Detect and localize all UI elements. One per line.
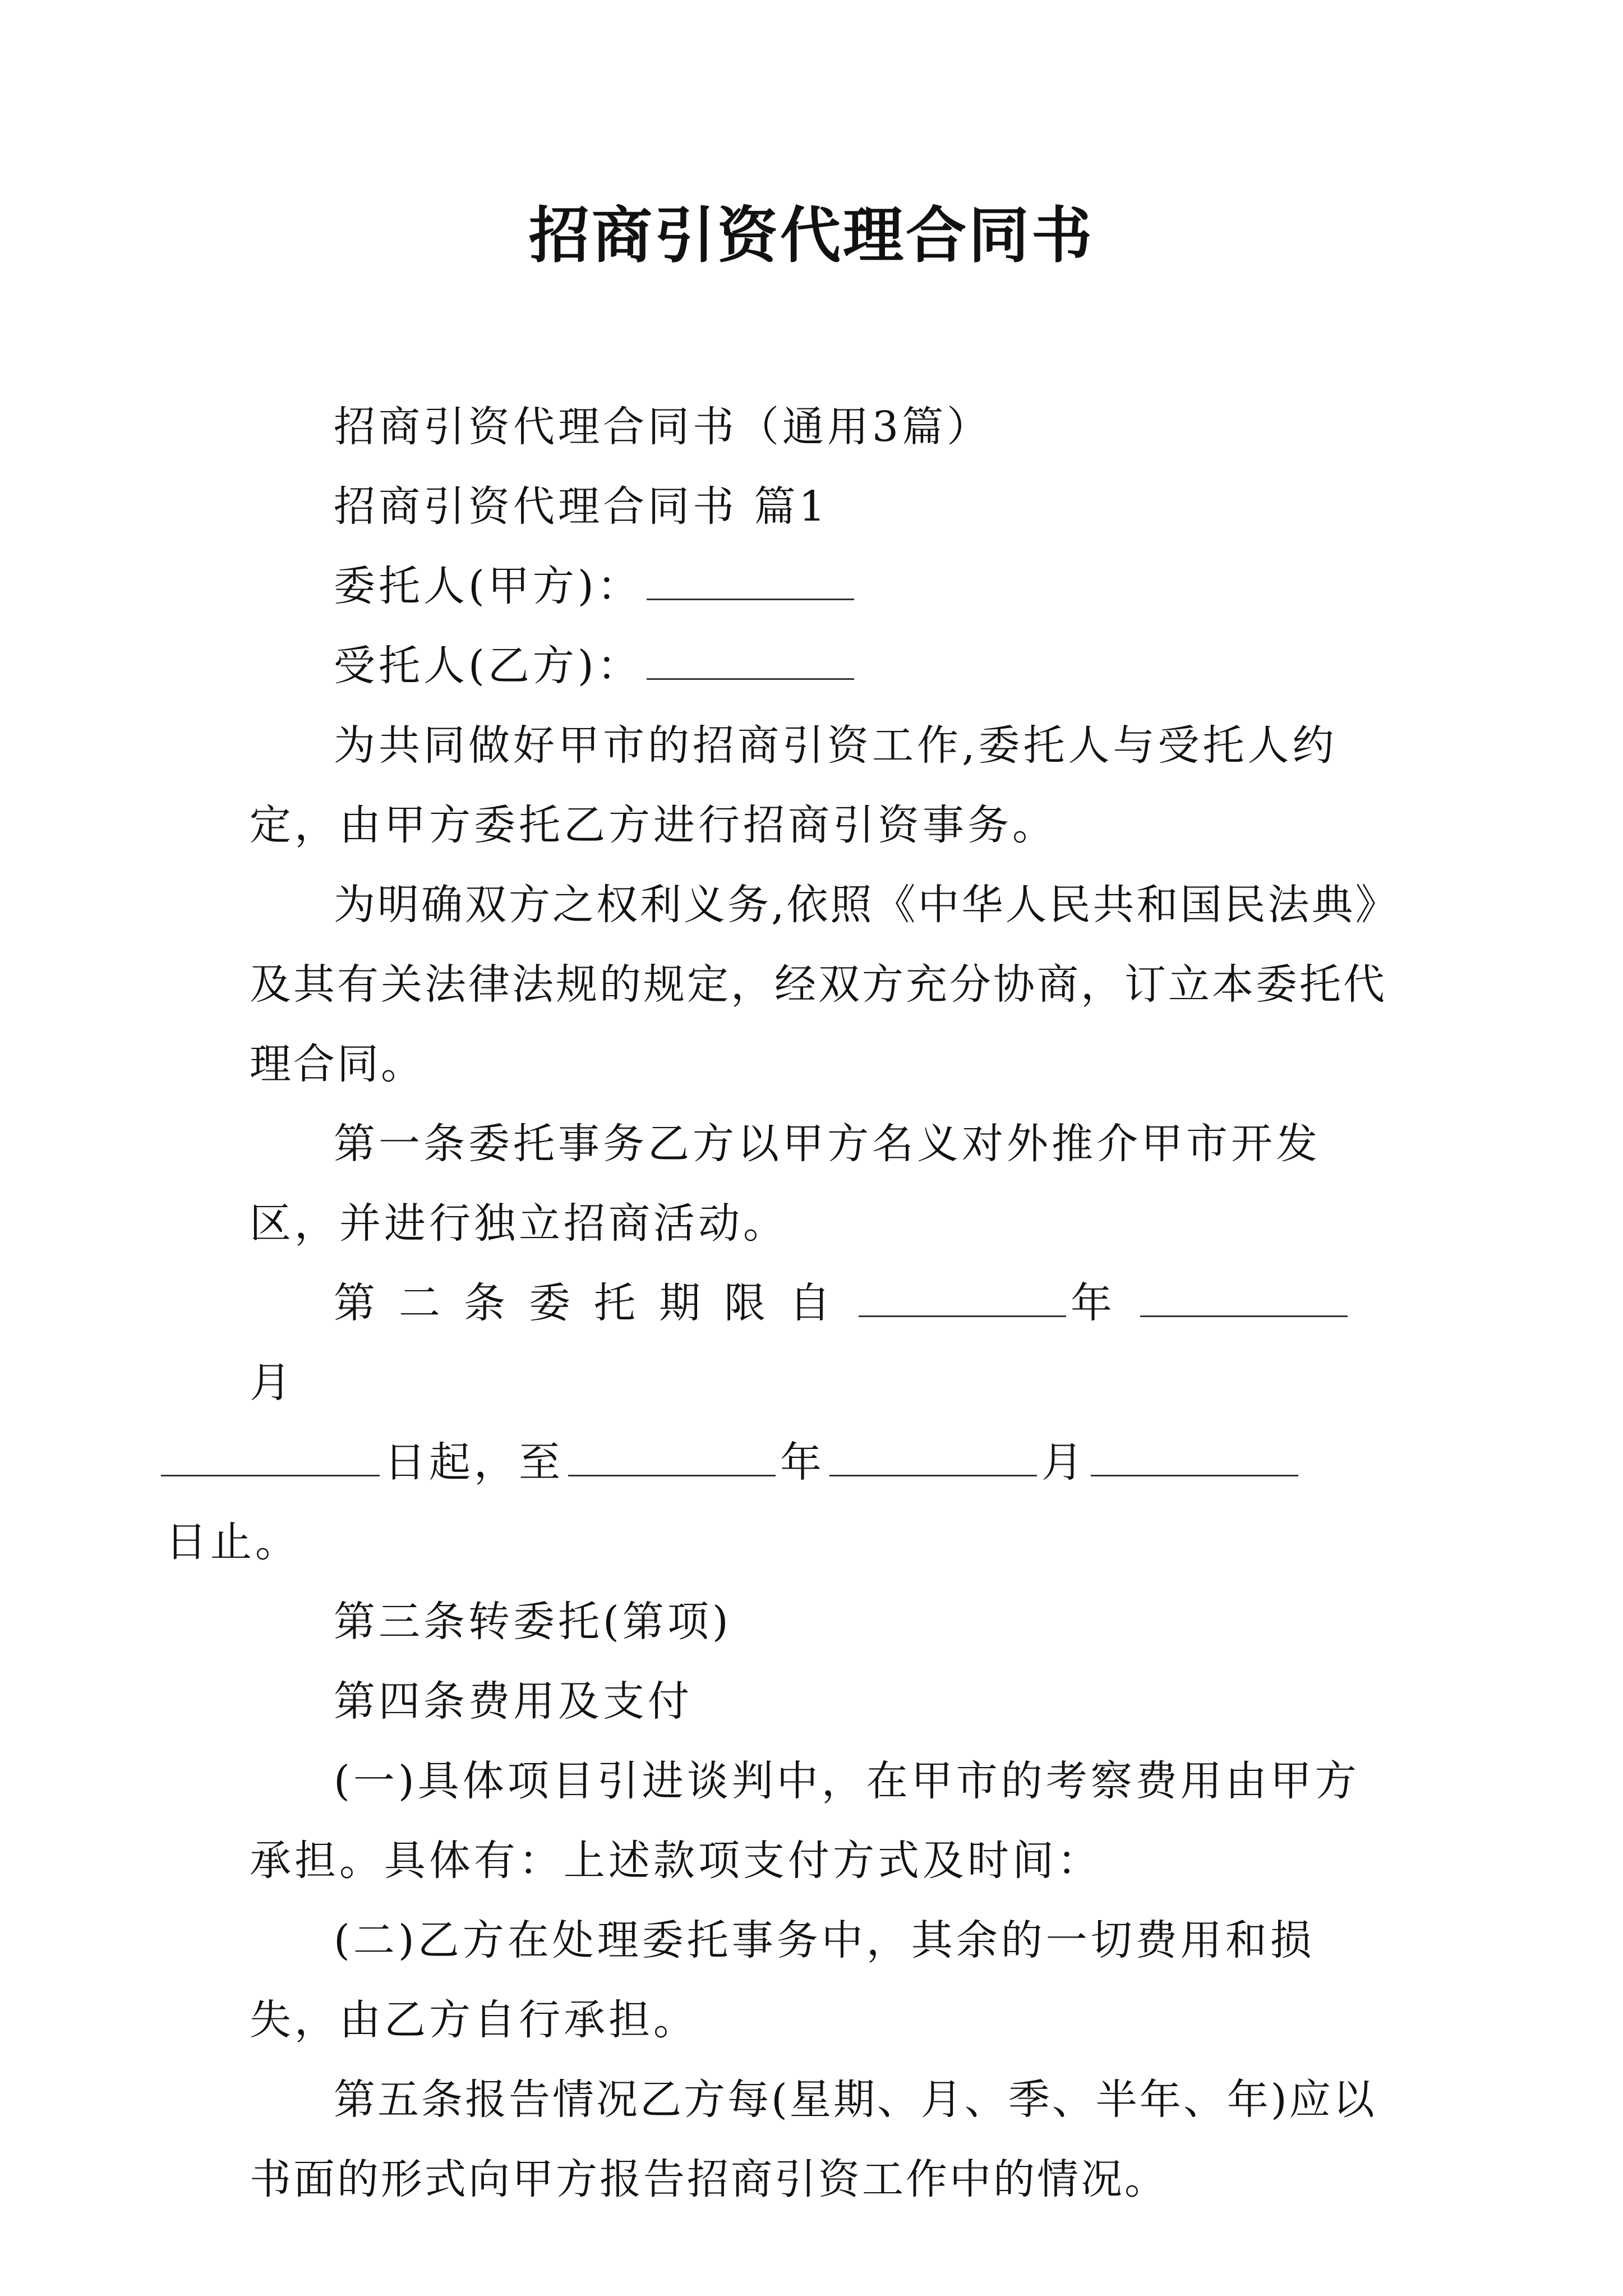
start-month-blank: [1140, 1281, 1348, 1317]
article-4-item-1: (一)具体项目引进谈判中，在甲市的考察费用由甲方承担。具体有：上述款项支付方式及时间：: [250, 1757, 1360, 1885]
principal-line: [250, 546, 1388, 626]
article-2-month-1: 月: [250, 1359, 294, 1407]
article-2-month-2: 月: [1041, 1438, 1086, 1487]
document-title: 招商引资代理合同书: [528, 200, 1094, 271]
part-heading: 招商引资代理合同书 篇1: [334, 482, 829, 531]
principal-blank: [647, 564, 854, 600]
article-3: 第三条转委托(第项): [334, 1598, 732, 1646]
article-4-item-2: (二)乙方在处理委托事务中，其余的一切费用和损失，由乙方自行承担。: [250, 1916, 1315, 2044]
agent-label: 受托人(乙方)：: [334, 642, 642, 690]
document-body: [165, 387, 1388, 2219]
doc-heading: 招商引资代理合同书（通用3篇）: [334, 403, 992, 451]
agent-blank: [647, 643, 854, 680]
paragraph-basis: 为明确双方之权利义务,依照《中华人民共和国民法典》及其有关法律法规的规定，经双方充分协商，订立本委托代理合同。: [250, 881, 1387, 1088]
end-year-blank: [568, 1440, 776, 1476]
article-2-prefix: 第二条委托期限自: [334, 1279, 854, 1327]
agent-line: [250, 626, 1388, 706]
article-2-end: 日止。: [165, 1518, 300, 1566]
article-2-year-2: 年: [780, 1438, 825, 1487]
start-day-blank: [161, 1440, 380, 1476]
article-5: 第五条报告情况乙方每(星期、月、季、半年、年)应以书面的形式向甲方报告招商引资工作中的情况。: [250, 2076, 1377, 2203]
article-2-from: 日起，至: [384, 1438, 564, 1487]
end-day-blank: [1091, 1440, 1298, 1476]
principal-label: 委托人(甲方)：: [334, 562, 642, 610]
article-2: [165, 1263, 1388, 1582]
paragraph-purpose: 为共同做好甲市的招商引资工作,委托人与受托人约定，由甲方委托乙方进行招商引资事务。: [250, 721, 1338, 849]
article-1: 第一条委托事务乙方以甲方名义对外推介甲市开发区，并进行独立招商活动。: [250, 1120, 1321, 1248]
article-4: 第四条费用及支付: [334, 1677, 693, 1726]
end-month-blank: [829, 1440, 1037, 1476]
article-2-year-1: 年: [1071, 1279, 1136, 1327]
start-year-blank: [859, 1281, 1066, 1317]
